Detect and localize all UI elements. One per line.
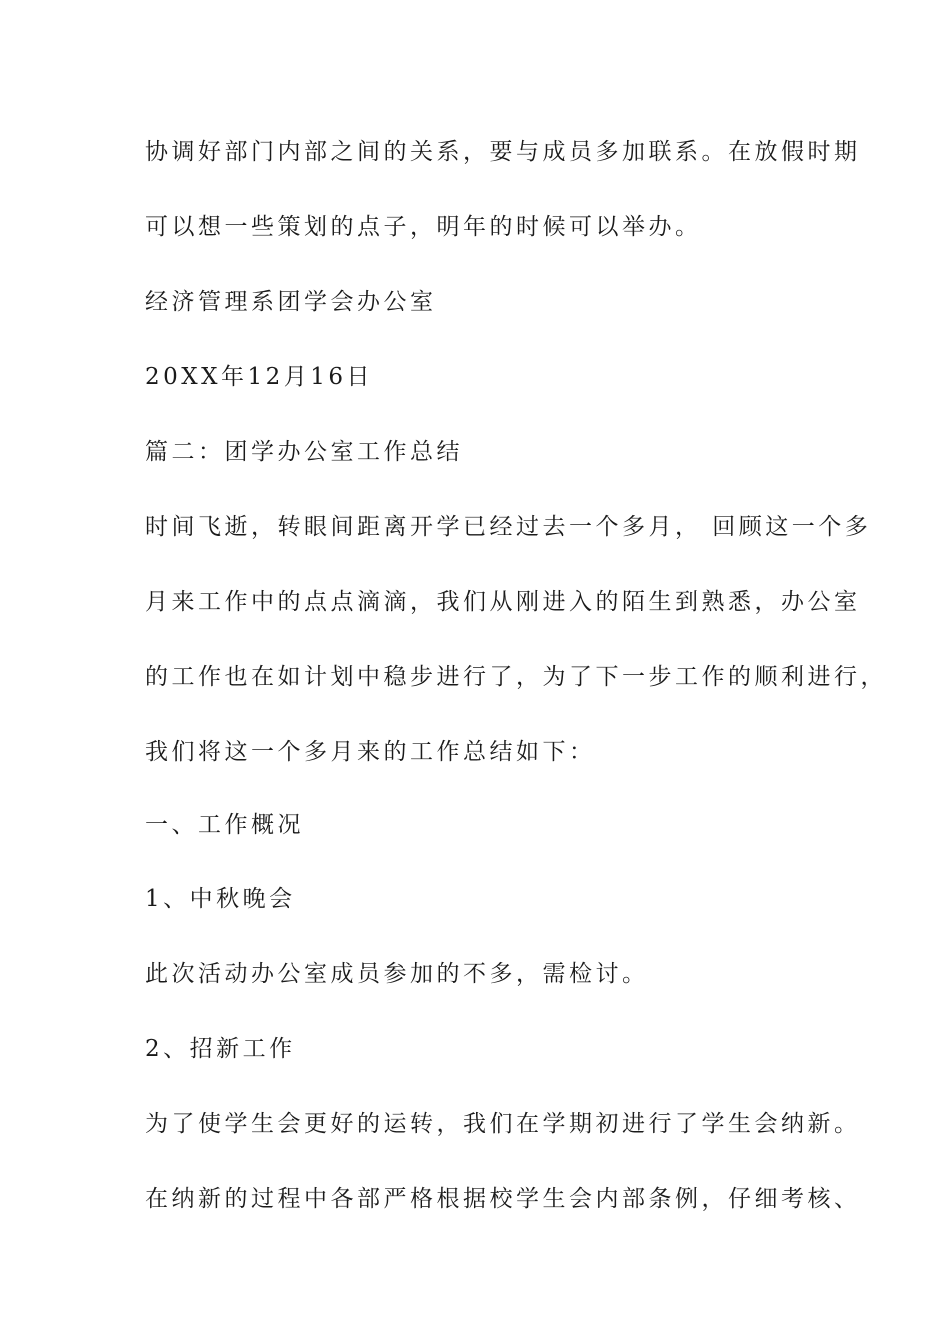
- paragraph-line: 时间飞逝，转眼间距离开学已经过去一个多月， 回顾这一个多: [145, 514, 872, 540]
- paragraph-line: 可以想一些策划的点子，明年的时候可以举办。: [145, 214, 702, 240]
- paragraph-line: 的工作也在如计划中稳步进行了，为了下一步工作的顺利进行，: [145, 664, 887, 690]
- date-line: 20XX年12月16日: [145, 364, 374, 390]
- paragraph-line: 我们将这一个多月来的工作总结如下：: [145, 739, 596, 765]
- paragraph-line: 此次活动办公室成员参加的不多，需检讨。: [145, 961, 649, 987]
- section-heading: 篇二：团学办公室工作总结: [145, 439, 463, 465]
- paragraph-line: 为了使学生会更好的运转，我们在学期初进行了学生会纳新。: [145, 1111, 861, 1137]
- list-item-heading: 1、中秋晚会: [145, 886, 296, 912]
- paragraph-line: 月来工作中的点点滴滴，我们从刚进入的陌生到熟悉，办公室: [145, 589, 861, 615]
- paragraph-line: 在纳新的过程中各部严格根据校学生会内部条例，仔细考核、: [145, 1186, 861, 1212]
- paragraph-line: 协调好部门内部之间的关系，要与成员多加联系。在放假时期: [145, 139, 861, 165]
- subsection-heading: 一、工作概况: [145, 812, 304, 838]
- department-signature: 经济管理系团学会办公室: [145, 289, 437, 315]
- list-item-heading: 2、招新工作: [145, 1036, 296, 1062]
